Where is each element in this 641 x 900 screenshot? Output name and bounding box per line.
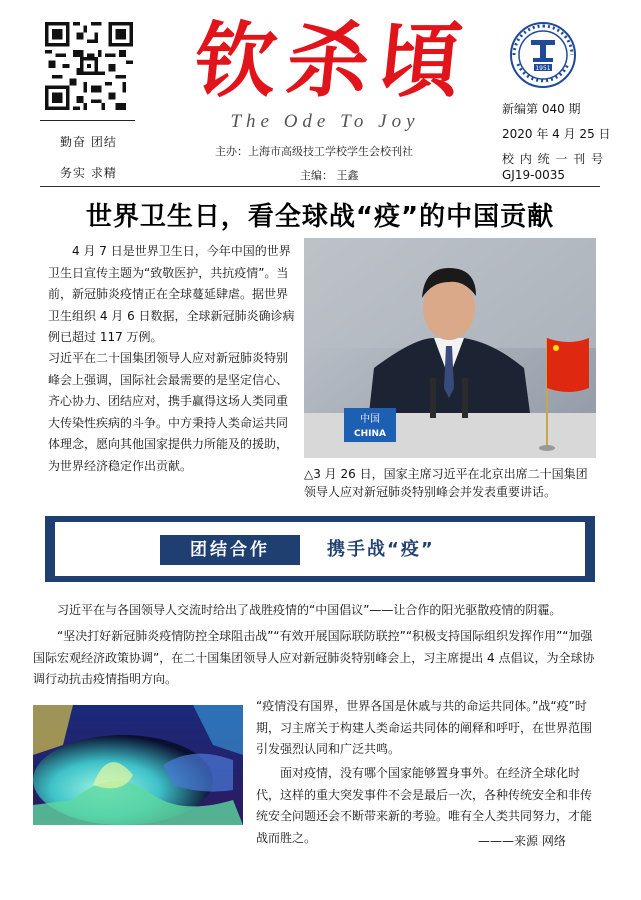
issue-number: 新编第 040 期 (502, 102, 581, 116)
article-paragraph-1: 4 月 7 日是世界卫生日，今年中国的世界卫生日宣传主题为“致敬医护，共抗疫情”。当前，新冠肺炎疫情正在全球蔓延肆虐。据世界卫生组织 4 月 6 日数据，全球新冠肺炎确诊病例已超过 117 万例。 (48, 244, 295, 344)
logo-year: 1951 (535, 65, 551, 72)
summit-photo (304, 238, 596, 458)
school-logo (510, 22, 576, 88)
editor-line: 主编： 王鑫 (300, 169, 359, 182)
motto-line2: 务实 求精 (60, 166, 117, 180)
source-credit: ———来源 网络 (478, 834, 566, 848)
section-paragraph-1: 习近平在与各国领导人交流时给出了战胜疫情的“中国倡议”——让合作的阳光驱散疫情的阴霾。 (57, 603, 562, 617)
banner-label-left: 团结合作 (160, 535, 300, 565)
nameplate-cn: 中国 (360, 414, 380, 425)
section-paragraph-4: 面对疫情，没有哪个国家能够置身事外。在经济全球化时代，这样的重大突发事件不会是最后一次，各种传统安全和非传统安全问题还会不断带来新的考验。唯有全人类共同努力，才能战而胜之。 (256, 766, 593, 845)
nameplate-en: CHINA (354, 429, 386, 439)
banner-label-right: 携手战“疫” (327, 539, 435, 560)
motto-line1: 勤奋 团结 (60, 135, 117, 149)
section-paragraph-2: “坚决打好新冠肺炎疫情防控全球阻击战”“有效开展国际联防联控”“积极支持国际组织发挥作用”“加强国际宏观经济政策协调”，在二十国集团领导人应对新冠肺炎特别峰会上，习主席提出 4 点倡议，为全球协调行动抗击疫情指明方向。 (33, 629, 595, 686)
sponsor-line: 主办：上海市高级技工学校学生会校刊社 (215, 145, 413, 158)
article-paragraph-2: 习近平在二十国集团领导人应对新冠肺炎特别峰会上强调，国际社会最需要的是坚定信心、齐心协力、团结应对，携手赢得这场人类同重大传染性疾病的斗争。中方秉持人类命运共同体理念，愿向其他国家提供力所能及的援助，为世界经济稳定作出贡献。 (48, 351, 289, 473)
header-divider (40, 186, 600, 187)
ice-lantern-photo (33, 705, 243, 825)
issue-date: 2020 年 4 月 25 日 (502, 127, 611, 141)
internal-publication-label: 校 内 统 一 刊 号 (502, 152, 605, 166)
section-paragraph-3: “疫情没有国界，世界各国是休戚与共的命运共同体。”战“疫”时期，习主席关于构建人类命运共同体的阐释和呼吁，在世界范围引发强烈认同和广泛共鸣。 (256, 699, 593, 756)
section-banner-inner (55, 522, 585, 576)
masthead (168, 14, 498, 109)
qr-code-image (45, 22, 133, 110)
publication-code: GJ19-0035 (502, 168, 565, 182)
masthead-title: 钦杀頃 (189, 13, 477, 109)
article-headline: 世界卫生日，看全球战“疫”的中国贡献 (85, 202, 555, 232)
left-divider (40, 120, 135, 121)
masthead-subtitle: The Ode To Joy (230, 111, 420, 132)
photo-caption: △3 月 26 日，国家主席习近平在北京出席二十国集团领导人应对新冠肺炎特别峰会并发表重要讲话。 (304, 467, 588, 499)
qr-code (45, 22, 133, 110)
